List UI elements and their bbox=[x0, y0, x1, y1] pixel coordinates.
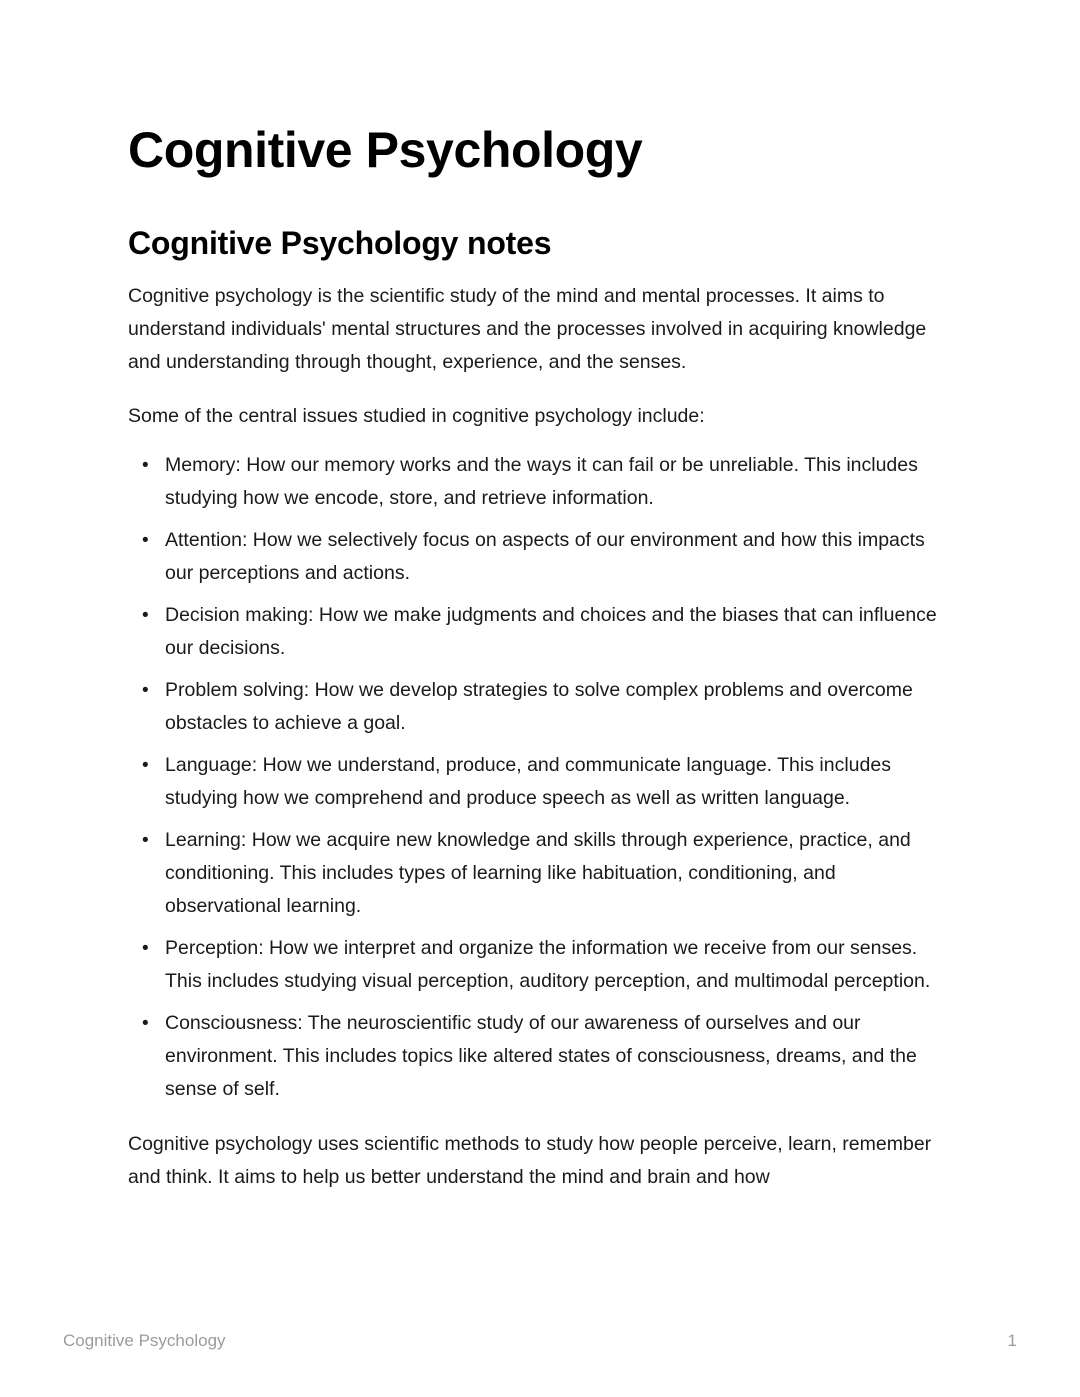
bullet-dot-icon: • bbox=[142, 530, 149, 552]
footer-page-number: 1 bbox=[1007, 1331, 1017, 1350]
list-item-text: Memory: How our memory works and the ways it can fail or be unreliable. This includes studying how we encode, store, and retrieve information. bbox=[165, 454, 918, 510]
list-item-text: Decision making: How we make judgments and choices and the biases that can influence our decisions. bbox=[165, 604, 937, 660]
list-item bbox=[128, 524, 956, 590]
bullet-dot-icon: • bbox=[142, 605, 149, 627]
list-item bbox=[128, 1007, 956, 1106]
list-item bbox=[128, 749, 956, 815]
bullet-dot-icon: • bbox=[142, 938, 149, 960]
page-footer bbox=[63, 1331, 1017, 1351]
list-item bbox=[128, 599, 956, 665]
list-item bbox=[128, 674, 956, 740]
list-item bbox=[128, 932, 956, 998]
list-lead-in-paragraph: Some of the central issues studied in cognitive psychology include: bbox=[128, 405, 705, 428]
list-item-text: Language: How we understand, produce, and communicate language. This includes studying how we comprehend and produce speech as well as written language. bbox=[165, 754, 891, 810]
list-item-text: Learning: How we acquire new knowledge and skills through experience, practice, and conditioning. This includes types of learning like habituation, conditioning, and observational learning. bbox=[165, 829, 911, 918]
bullet-dot-icon: • bbox=[142, 455, 149, 477]
list-item bbox=[128, 824, 956, 923]
list-item-text: Perception: How we interpret and organize the information we receive from our senses. This includes studying visual perception, auditory perception, and multimodal perception. bbox=[165, 937, 931, 993]
bullet-dot-icon: • bbox=[142, 680, 149, 702]
closing-paragraph: Cognitive psychology uses scientific methods to study how people perceive, learn, remember and think. It aims to help us better understand the mind and brain and how bbox=[128, 1133, 932, 1189]
list-item-text: Attention: How we selectively focus on aspects of our environment and how this impacts our perceptions and actions. bbox=[165, 529, 925, 585]
footer-document-title: Cognitive Psychology bbox=[63, 1331, 226, 1350]
page-title: Cognitive Psychology bbox=[128, 122, 643, 178]
list-item-text: Problem solving: How we develop strategies to solve complex problems and overcome obstacles to achieve a goal. bbox=[165, 679, 913, 735]
list-item-text: Consciousness: The neuroscientific study of our awareness of ourselves and our environment. This includes topics like altered states of consciousness, dreams, and the sense of self. bbox=[165, 1012, 917, 1101]
document-body bbox=[128, 0, 956, 1194]
section-heading: Cognitive Psychology notes bbox=[128, 225, 552, 261]
bullet-dot-icon: • bbox=[142, 1013, 149, 1035]
intro-paragraph: Cognitive psychology is the scientific study of the mind and mental processes. It aims to understand individuals' mental structures and the processes involved in acquiring knowledge and understanding through thought, experience, and the senses. bbox=[128, 285, 927, 374]
bullet-dot-icon: • bbox=[142, 830, 149, 852]
list-item bbox=[128, 449, 956, 515]
central-issues-list bbox=[128, 433, 956, 1106]
bullet-dot-icon: • bbox=[142, 755, 149, 777]
